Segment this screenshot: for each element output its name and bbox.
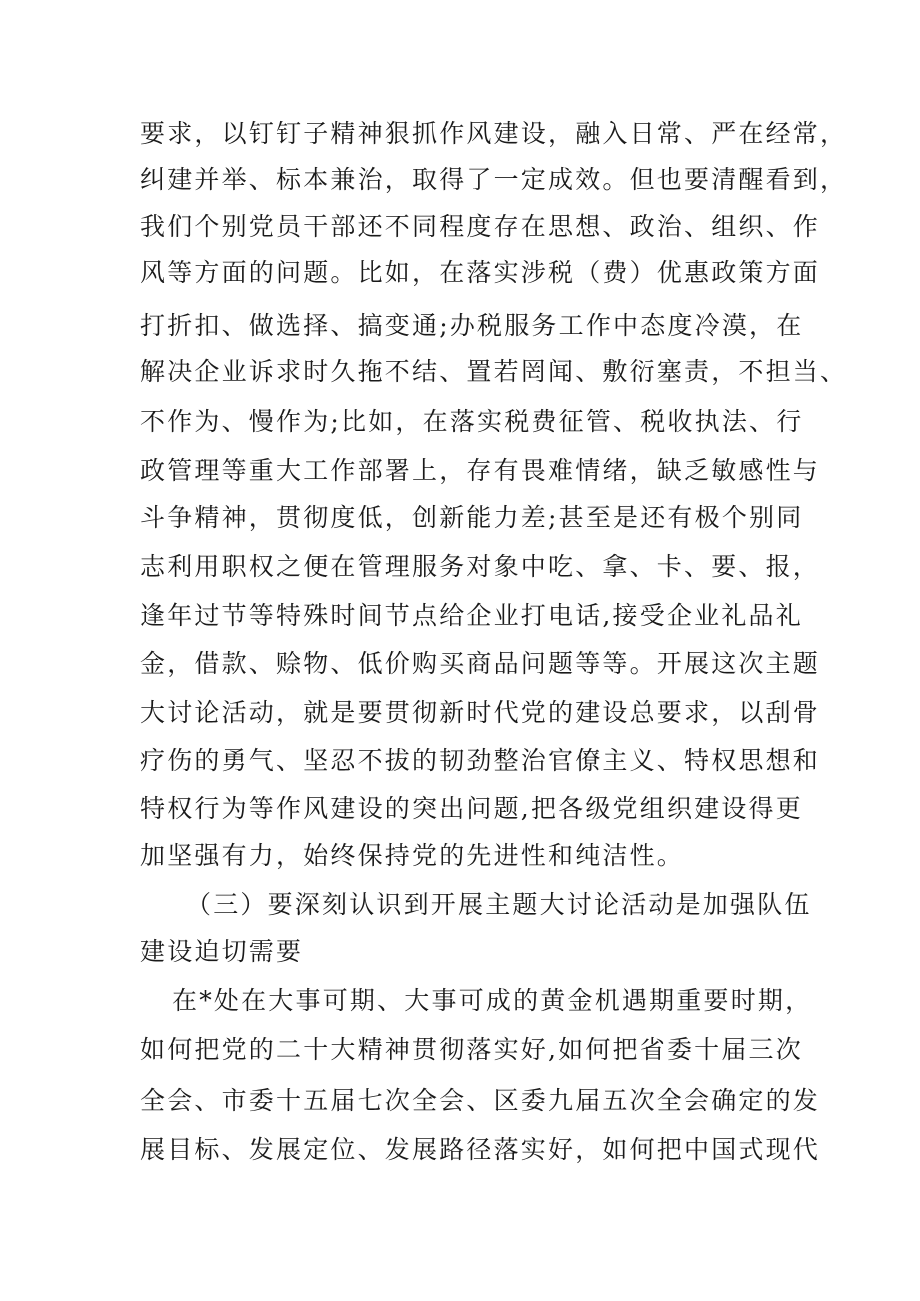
paragraph-line: 如何把党的二十大精神贯彻落实好,如何把省委十届三次 bbox=[140, 1035, 803, 1064]
paragraph-line: 我们个别党员干部还不同程度存在思想、政治、组织、作 bbox=[140, 212, 821, 241]
paragraph-line: 加坚强有力，始终保持党的先进性和纯洁性。 bbox=[140, 841, 685, 870]
paragraph-line: 要求，以钉钉子精神狠抓作风建设，融入日常、严在经常， bbox=[140, 119, 848, 148]
paragraph-line: 志利用职权之便在管理服务对象中吃、拿、卡、要、报， bbox=[140, 552, 821, 581]
paragraph-line: 大讨论活动，就是要贯彻新时代党的建设总要求，以刮骨 bbox=[140, 698, 821, 727]
paragraph-line: 纠建并举、标本兼治，取得了一定成效。但也要清醒看到， bbox=[140, 165, 848, 194]
paragraph-line: 斗争精神，贯彻度低，创新能力差;甚至是还有极个别同 bbox=[140, 503, 804, 532]
paragraph-line: 风等方面的问题。比如，在落实涉税（费）优惠政策方面 bbox=[140, 258, 821, 287]
paragraph-line: 金，借款、赊物、低价购买商品问题等等。开展这次主题 bbox=[140, 649, 821, 678]
paragraph-line: 展目标、发展定位、发展路径落实好，如何把中国式现代 bbox=[140, 1135, 821, 1164]
paragraph-line: 政管理等重大工作部署上，存有畏难情绪，缺乏敏感性与 bbox=[140, 456, 821, 485]
paragraph-line: 全会、市委十五届七次全会、区委九届五次全会确定的发 bbox=[140, 1086, 821, 1115]
paragraph-line: 疗伤的勇气、坚忍不拔的韧劲整治官僚主义、特权思想和 bbox=[140, 746, 821, 775]
paragraph-line: 在*处在大事可期、大事可成的黄金机遇期重要时期， bbox=[172, 986, 813, 1015]
paragraph-line: 不作为、慢作为;比如，在落实税费征管、税收执法、行 bbox=[140, 407, 804, 436]
section-heading: （三）要深刻认识到开展主题大讨论活动是加强队伍 bbox=[186, 890, 812, 919]
section-heading-continuation: 建设迫切需要 bbox=[140, 937, 304, 966]
paragraph-line: 特权行为等作风建设的突出问题,把各级党组织建设得更 bbox=[140, 794, 803, 823]
paragraph-line: 解决企业诉求时久拖不结、置若罔闻、敷衍塞责，不担当、 bbox=[140, 357, 848, 386]
paragraph-line: 打折扣、做选择、搞变通;办税服务工作中态度冷漠，在 bbox=[140, 311, 804, 340]
paragraph-line: 逢年过节等特殊时间节点给企业打电话,接受企业礼品礼 bbox=[140, 601, 803, 630]
